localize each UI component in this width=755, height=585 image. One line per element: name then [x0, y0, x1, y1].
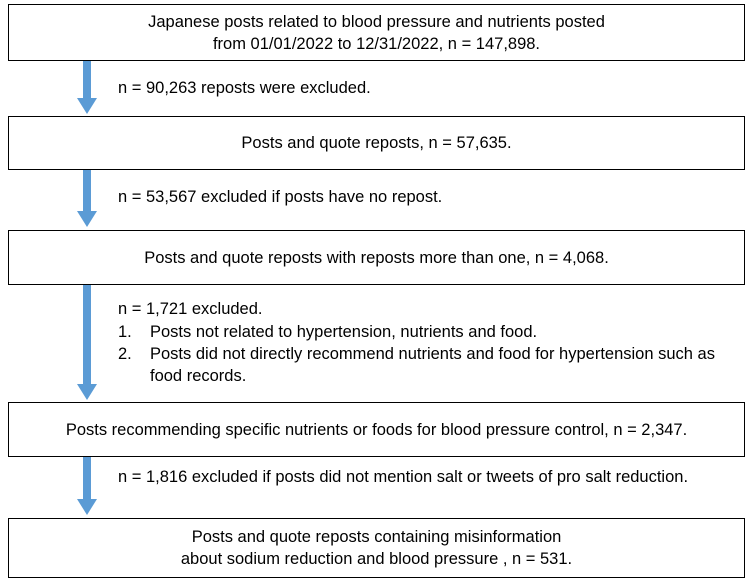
list-number: 1. — [118, 323, 132, 341]
down-arrow-3 — [77, 285, 97, 400]
exclusion-note-4: n = 1,816 excluded if posts did not mention salt or tweets of pro salt reduction. — [118, 468, 689, 486]
down-arrow-2 — [77, 170, 97, 227]
exclusion-list-item — [118, 321, 748, 343]
flow-box-4 — [8, 402, 745, 457]
flow-box-5-line1: Posts and quote reposts containing misinformation — [191, 528, 562, 546]
flow-box-5 — [8, 518, 745, 578]
exclusion-note-3-title: n = 1,721 excluded. — [118, 300, 263, 318]
flow-box-2 — [8, 116, 745, 170]
flow-box-5-line2: about sodium reduction and blood pressure , n = 531. — [180, 550, 573, 568]
flow-box-2-line1: Posts and quote reposts, n = 57,635. — [241, 134, 512, 152]
flow-box-3 — [8, 230, 745, 285]
flow-box-4-line1: Posts recommending specific nutrients or foods for blood pressure control, n = 2,347. — [65, 420, 688, 439]
flow-box-3-line1: Posts and quote reposts with reposts more than one, n = 4,068. — [144, 248, 609, 267]
flow-box-1-line2: from 01/01/2022 to 12/31/2022, n = 147,898. — [212, 34, 541, 53]
list-text: Posts not related to hypertension, nutrients and food. — [150, 323, 538, 341]
down-arrow-1 — [77, 61, 97, 114]
exclusion-note-3 — [118, 298, 748, 387]
exclusion-note-1: n = 90,263 reposts were excluded. — [118, 79, 371, 97]
list-text: Posts did not directly recommend nutrients and food for hypertension such as food records. — [150, 345, 715, 385]
flow-box-1-line1: Japanese posts related to blood pressure and nutrients posted — [148, 12, 605, 31]
exclusion-note-2: n = 53,567 excluded if posts have no repost. — [118, 188, 443, 206]
exclusion-list-item — [118, 343, 748, 387]
down-arrow-4 — [77, 457, 97, 515]
list-number: 2. — [118, 345, 132, 363]
flow-box-1 — [8, 4, 745, 61]
